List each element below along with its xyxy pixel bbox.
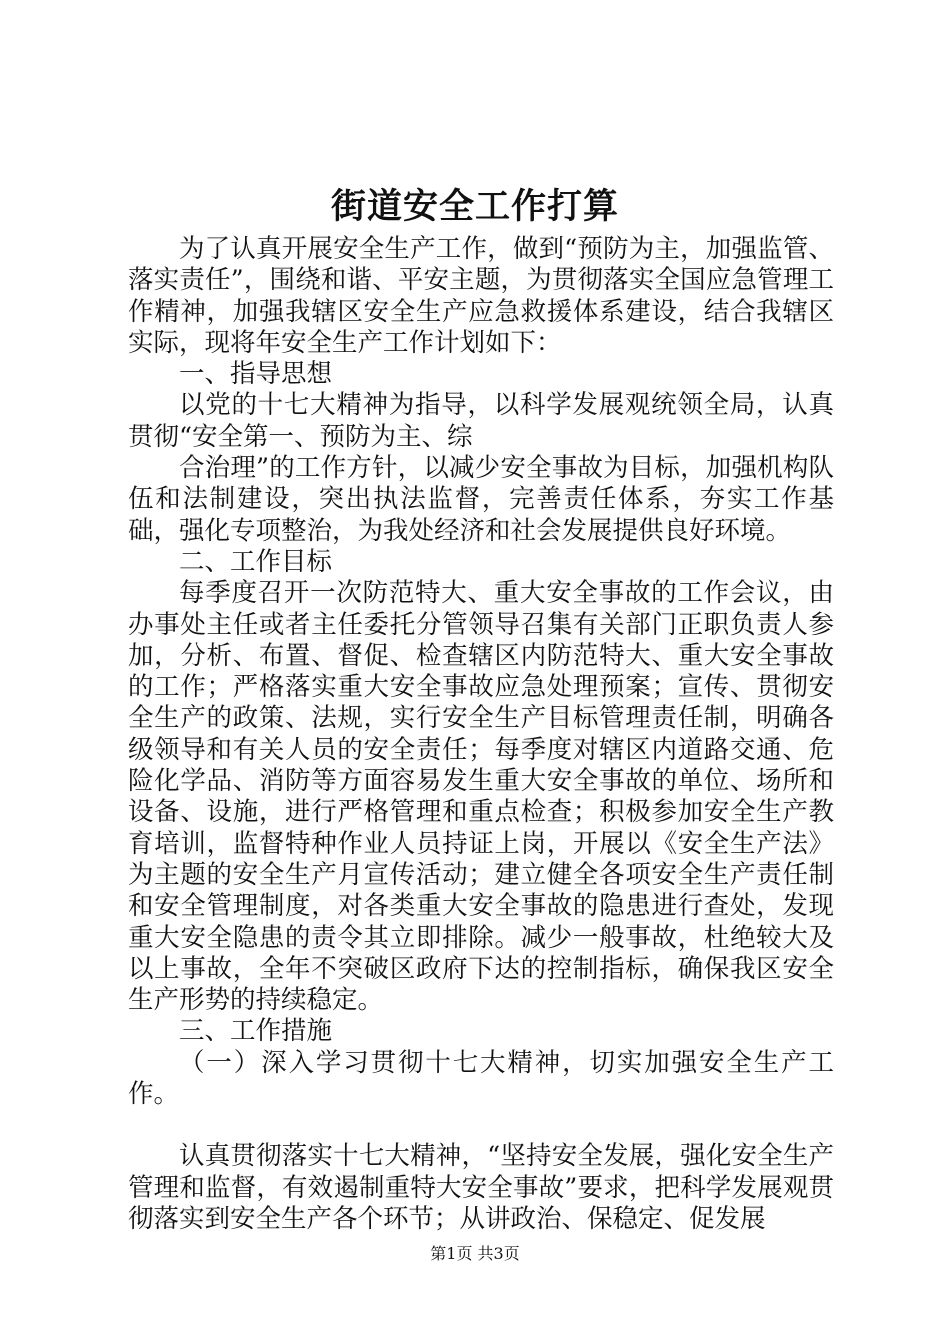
guiding-thought-paragraph: 以党的十七大精神为指导，以科学发展观统领全局，认真贯彻“安全第一、预防为主、综	[128, 390, 834, 452]
section-heading-work-goals: 二、工作目标	[179, 546, 333, 577]
document-body	[128, 234, 834, 1235]
measure-1-paragraph: 认真贯彻落实十七大精神，“坚持安全发展，强化安全生产管理和监督，有效遏制重特大安全事故”要求，把科学发展观贯彻落实到安全生产各个环节；从讲政治、保稳定、促发展	[128, 1141, 834, 1234]
page-footer: 第1页 共3页	[430, 1244, 520, 1263]
measure-1-heading: （一）深入学习贯彻十七大精神，切实加强安全生产工作。	[128, 1047, 834, 1110]
document-title: 街道安全工作打算	[330, 186, 619, 227]
section-heading-guiding-thought: 一、指导思想	[179, 359, 333, 390]
work-goals-paragraph: 每季度召开一次防范特大、重大安全事故的工作会议，由办事处主任或者主任委托分管领导召集有关部门正职负责人参加，分析、布置、督促、检查辖区内防范特大、重大安全事故的工作；严格落实重大安全事故应急处理预案；宣传、贯彻安全生产的政策、法规，实行安全生产目标管理责任制，明确各级领导和有关人员的安全责任；每季度对辖区内道路交通、危险化学品、消防等方面容易发生重大安全事故的单位、场所和设备、设施，进行严格管理和重点检查；积极参加安全生产教育培训，监督特种作业人员持证上岗，开展以《安全生产法》为主题的安全生产月宣传活动；建立健全各项安全生产责任制和安全管理制度，对各类重大安全事故的隐患进行查处，发现重大安全隐患的责令其立即排除。减少一般事故，杜绝较大及以上事故，全年不突破区政府下达的控制指标，确保我区安全生产形势的持续稳定。	[128, 578, 834, 1016]
guiding-thought-paragraph-continued: 合治理”的工作方针，以减少安全事故为目标，加强机构队伍和法制建设，突出执法监督，完善责任体系，夯实工作基础，强化专项整治，为我处经济和社会发展提供良好环境。	[128, 453, 834, 546]
section-heading-work-measures: 三、工作措施	[179, 1016, 333, 1047]
intro-paragraph: 为了认真开展安全生产工作，做到“预防为主，加强监管、落实责任”，围绕和谐、平安主题，为贯彻落实全国应急管理工作精神，加强我辖区安全生产应急救援体系建设，结合我辖区实际，现将年安全生产工作计划如下：	[128, 234, 834, 358]
